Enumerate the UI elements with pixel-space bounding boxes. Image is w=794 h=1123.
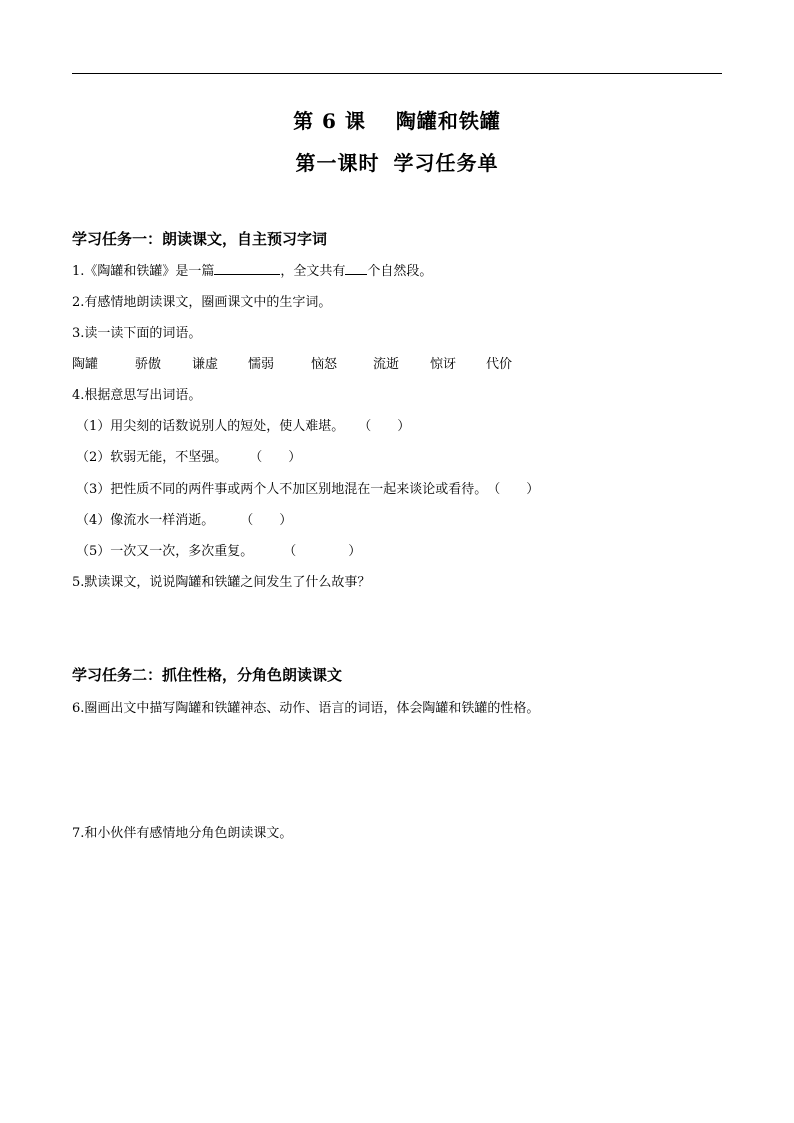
definition-item: [76, 509, 292, 528]
answer-paren[interactable]: （ ）: [487, 482, 540, 497]
lesson-name: 陶罐和铁罐: [395, 109, 501, 133]
q1-text-b: ，全文共有: [280, 264, 346, 279]
definition-text: （5）一次又一次，多次重复。: [76, 544, 254, 559]
vocab-word: 谦虚: [192, 357, 219, 372]
q1-blank-count[interactable]: [345, 261, 367, 275]
q1-text-a: 1.《陶罐和铁罐》是一篇: [72, 264, 215, 279]
vocab-word: 骄傲: [135, 357, 162, 372]
question-7: 7.和小伙伴有感情地分角色朗读课文。: [72, 826, 293, 841]
definition-text: （3）把性质不同的两件事或两个人不加区别地混在一起来谈论或看待。: [76, 482, 488, 497]
question-5: 5.默读课文，说说陶罐和铁罐之间发生了什么故事？: [72, 575, 371, 590]
answer-paren[interactable]: （ ）: [358, 419, 411, 434]
vocab-word: 流逝: [373, 357, 400, 372]
vocab-word: 陶罐: [72, 357, 99, 372]
sheet-label: 学习任务单: [393, 151, 499, 175]
vocab-word: 懦弱: [248, 357, 275, 372]
question-2: 2.有感情地朗读课文，圈画课文中的生字词。: [72, 295, 332, 310]
q1-text-c: 个自然段。: [367, 264, 433, 279]
question-4: 4.根据意思写出词语。: [72, 388, 202, 403]
answer-paren[interactable]: （ ）: [283, 544, 362, 559]
answer-paren[interactable]: （ ）: [249, 450, 302, 465]
lesson-number: 第 6 课: [293, 109, 366, 133]
task1-heading: 学习任务一：朗读课文，自主预习字词: [72, 230, 328, 248]
question-6: 6.圈画出文中描写陶罐和铁罐神态、动作、语言的词语，体会陶罐和铁罐的性格。: [72, 701, 540, 716]
vocab-word: 代价: [486, 357, 513, 372]
definition-item: [76, 415, 410, 434]
task2-heading: 学习任务二：抓住性格，分角色朗读课文: [72, 666, 343, 684]
definition-item: [76, 540, 361, 559]
question-1: [72, 260, 432, 279]
lesson-title: [0, 105, 794, 134]
definition-text: （1）用尖刻的话数说别人的短处，使人难堪。: [76, 419, 345, 434]
vocab-word: 惊讶: [430, 357, 457, 372]
answer-paren[interactable]: （ ）: [240, 513, 293, 528]
vocab-word: 恼怒: [311, 357, 338, 372]
session-title: [0, 147, 794, 176]
definition-text: （4）像流水一样消逝。: [76, 513, 215, 528]
definition-item: [76, 446, 301, 465]
definition-item: [76, 478, 539, 497]
question-3: 3.读一读下面的词语。: [72, 326, 202, 341]
session-label: 第一课时: [295, 151, 380, 175]
q1-blank-genre[interactable]: [214, 261, 280, 275]
header-rule: [72, 73, 722, 74]
definition-text: （2）软弱无能，不坚强。: [76, 450, 228, 465]
